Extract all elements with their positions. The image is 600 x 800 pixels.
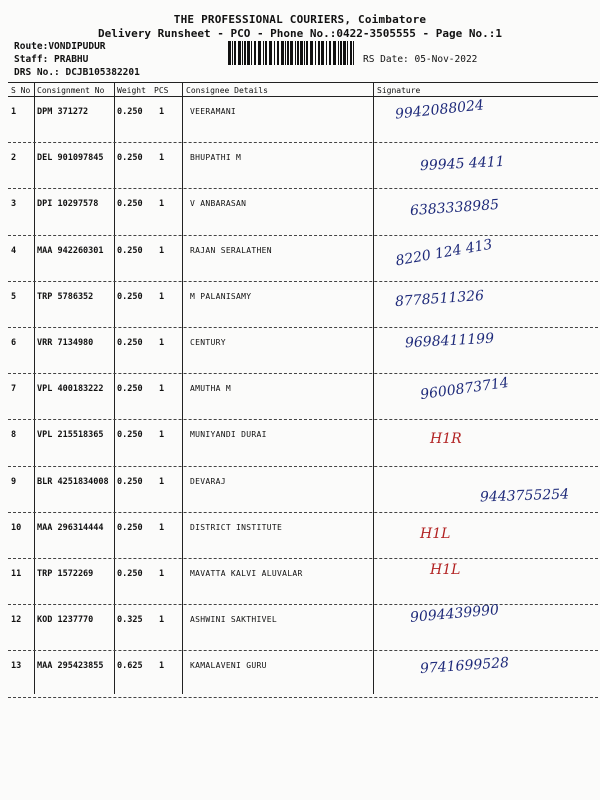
- row-consignee: DISTRICT INSTITUTE: [190, 522, 283, 532]
- row-consignment-no: KOD 1237770: [37, 615, 94, 626]
- row-sno: 11: [11, 569, 22, 579]
- row-consignment-no: TRP 1572269: [37, 569, 94, 579]
- row-sno: 8: [11, 430, 17, 441]
- row-sno: 1: [11, 107, 17, 117]
- table-top-rule: [8, 82, 598, 83]
- column-header-consignee: Consignee Details: [186, 86, 268, 95]
- row-pcs: 1: [159, 338, 165, 348]
- row-consignment-no: DEL 901097845: [37, 153, 104, 164]
- column-header-sno: S No: [11, 86, 31, 95]
- row-consignee: M PALANISAMY: [190, 291, 252, 301]
- row-weight: 0.250: [117, 338, 143, 348]
- column-header-consignment: Consignment No: [37, 86, 105, 95]
- row-signature: 9698411199: [404, 330, 495, 352]
- row-consignee: MAVATTA KALVI ALUVALAR: [190, 569, 303, 578]
- column-header-signature: Signature: [377, 86, 421, 95]
- row-consignment-no: VPL 215518365: [37, 430, 104, 441]
- row-signature: 9094439990: [409, 602, 500, 627]
- barcode-icon: [228, 41, 354, 65]
- row-signature: 9443755254: [479, 486, 570, 506]
- row-divider: [8, 373, 598, 374]
- row-consignment-no: DPM 371272: [37, 107, 89, 117]
- column-header-pcs: PCS: [154, 86, 169, 95]
- staff-label: Staff: PRABHU: [14, 54, 89, 65]
- col-divider: [114, 82, 115, 694]
- row-consignment-no: MAA 296314444: [37, 522, 104, 533]
- row-weight: 0.250: [117, 199, 143, 210]
- row-divider: [8, 558, 598, 559]
- row-consignee: DEVARAJ: [190, 476, 226, 486]
- row-signature: H1R: [430, 431, 462, 448]
- row-sno: 2: [11, 153, 17, 164]
- row-pcs: 1: [159, 245, 165, 256]
- document-title: THE PROFESSIONAL COURIERS, Coimbatore: [173, 13, 427, 26]
- rs-date: RS Date: 05-Nov-2022: [363, 54, 478, 65]
- row-divider: [8, 697, 598, 698]
- row-weight: 0.250: [117, 384, 143, 395]
- row-pcs: 1: [159, 522, 165, 533]
- row-consignment-no: MAA 942260301: [37, 245, 104, 256]
- row-sno: 12: [11, 615, 22, 626]
- row-signature: 6383338985: [409, 197, 500, 220]
- row-consignment-no: TRP 5786352: [37, 291, 94, 302]
- row-divider: [8, 512, 598, 513]
- row-sno: 9: [11, 476, 17, 487]
- row-signature: 9600873714: [419, 375, 510, 404]
- row-divider: [8, 281, 598, 282]
- row-consignment-no: DPI 10297578: [37, 199, 99, 210]
- row-pcs: 1: [159, 615, 165, 626]
- row-pcs: 1: [159, 384, 165, 395]
- row-signature: 8778511326: [394, 287, 485, 310]
- row-consignment-no: BLR 4251834008: [37, 476, 109, 487]
- row-weight: 0.625: [117, 661, 143, 672]
- row-sno: 7: [11, 384, 17, 395]
- row-sno: 3: [11, 199, 17, 210]
- row-consignee: AMUTHA M: [190, 384, 231, 394]
- drs-number: DRS No.: DCJB105382201: [14, 67, 140, 78]
- document-subtitle: Delivery Runsheet - PCO - Phone No.:0422-3505555 - Page No.:1: [98, 27, 502, 40]
- row-weight: 0.250: [117, 569, 143, 579]
- row-divider: [8, 650, 598, 651]
- row-pcs: 1: [159, 661, 165, 672]
- row-signature: 9741699528: [419, 655, 510, 678]
- row-consignee: V ANBARASAN: [190, 199, 247, 209]
- row-sno: 4: [11, 245, 17, 256]
- row-weight: 0.250: [117, 430, 143, 441]
- row-signature: 8220 124 413: [394, 236, 494, 269]
- row-signature: 9942088024: [394, 97, 485, 123]
- row-weight: 0.250: [117, 153, 143, 164]
- row-sno: 5: [11, 291, 17, 302]
- row-consignee: KAMALAVENI GURU: [190, 661, 267, 671]
- row-divider: [8, 327, 598, 328]
- row-divider: [8, 419, 598, 420]
- col-divider: [182, 82, 183, 694]
- row-pcs: 1: [159, 107, 165, 117]
- row-consignment-no: VPL 400183222: [37, 384, 104, 395]
- row-sno: 10: [11, 522, 22, 533]
- route-label: Route:VONDIPUDUR: [14, 41, 106, 52]
- row-divider: [8, 466, 598, 467]
- row-consignee: CENTURY: [190, 338, 226, 347]
- row-signature: 99945 4411: [419, 153, 505, 175]
- row-divider: [8, 604, 598, 605]
- row-pcs: 1: [159, 476, 165, 487]
- row-consignee: BHUPATHI M: [190, 153, 242, 163]
- row-weight: 0.250: [117, 107, 143, 117]
- row-consignee: VEERAMANI: [190, 107, 237, 116]
- row-weight: 0.250: [117, 245, 143, 256]
- row-weight: 0.325: [117, 615, 143, 626]
- row-weight: 0.250: [117, 291, 143, 302]
- row-divider: [8, 188, 598, 189]
- row-weight: 0.250: [117, 522, 143, 533]
- row-consignee: RAJAN SERALATHEN: [190, 245, 272, 255]
- row-pcs: 1: [159, 569, 165, 579]
- row-pcs: 1: [159, 153, 165, 164]
- col-divider: [34, 82, 35, 694]
- row-weight: 0.250: [117, 476, 143, 487]
- row-pcs: 1: [159, 291, 165, 302]
- row-consignment-no: VRR 7134980: [37, 338, 94, 348]
- column-header-weight: Weight: [117, 86, 146, 95]
- row-signature: H1L: [420, 525, 451, 542]
- row-consignee: MUNIYANDI DURAI: [190, 430, 267, 440]
- row-pcs: 1: [159, 199, 165, 210]
- col-divider: [373, 82, 374, 694]
- row-sno: 6: [11, 338, 17, 348]
- row-sno: 13: [11, 661, 22, 672]
- table-header-rule: [8, 96, 598, 97]
- row-consignee: ASHWINI SAKTHIVEL: [190, 615, 277, 625]
- row-pcs: 1: [159, 430, 165, 441]
- row-divider: [8, 235, 598, 236]
- row-divider: [8, 142, 598, 143]
- row-signature: H1L: [430, 562, 461, 578]
- row-consignment-no: MAA 295423855: [37, 661, 104, 672]
